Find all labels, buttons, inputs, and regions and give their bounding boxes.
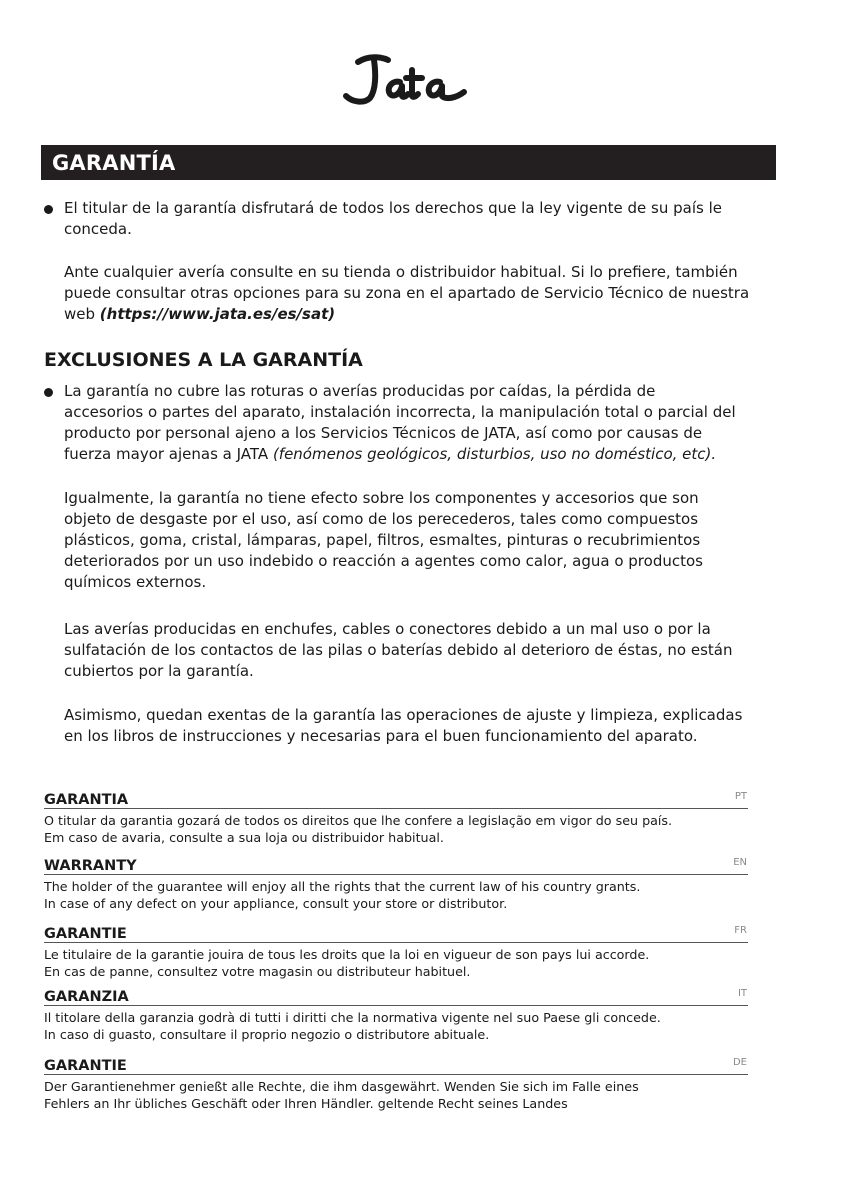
exclusions-heading: EXCLUSIONES A LA GARANTÍA [44, 349, 363, 371]
lang-section-de [44, 1055, 748, 1112]
lang-text-line: Le titulaire de la garantie jouira de tous les droits que la loi en vigueur de son pays lui accorde. [44, 947, 650, 962]
lang-text-line: En cas de panne, consultez votre magasin ou distributeur habituel. [44, 964, 471, 979]
warranty-paragraph-1 [64, 198, 722, 240]
lang-text-line: Il titolare della garanzia godrà di tutti i diritti che la normativa vigente nel suo Paese gli concede. [44, 1010, 661, 1025]
text-line: El titular de la garantía disfrutará de todos los derechos que la ley vigente de su país le [64, 199, 722, 217]
text-line: Ante cualquier avería consulte en su tienda o distribuidor habitual. Si lo prefiere, también [64, 263, 738, 281]
text-line: Asimismo, quedan exentas de la garantía las operaciones de ajuste y limpieza, explicadas [64, 706, 743, 724]
lang-section-it [44, 986, 748, 1043]
text-line: producto por personal ajeno a los Servicios Técnicos de JATA, así como por causas de [64, 424, 703, 442]
bullet-icon [44, 205, 53, 214]
text-line: objeto de desgaste por el uso, así como de los perecederos, tales como compuestos [64, 510, 699, 528]
italic-note: (fenómenos geológicos, disturbios, uso no doméstico, etc). [272, 445, 717, 463]
lang-header [44, 855, 748, 875]
exclusions-paragraph-4 [64, 705, 742, 747]
lang-section-en [44, 855, 748, 912]
lang-header [44, 986, 748, 1006]
lang-text-line: In caso di guasto, consultare il proprio negozio o distributore abituale. [44, 1027, 490, 1042]
lang-text-line: O titular da garantia gozará de todos os direitos que lhe confere a legislação em vigor do seu país. [44, 813, 673, 828]
text-line: accesorios o partes del aparato, instalación incorrecta, la manipulación total o parcial del [64, 403, 736, 421]
lang-header [44, 923, 748, 943]
lang-code: FR [734, 925, 747, 936]
lang-header [44, 789, 748, 809]
bullet-icon [44, 388, 53, 397]
lang-text-line: In case of any defect on your appliance, consult your store or distributor. [44, 896, 508, 911]
exclusions-paragraph-3 [64, 619, 732, 682]
lang-section-fr [44, 923, 748, 980]
lang-code: PT [734, 791, 747, 802]
text-line: plásticos, goma, cristal, lámparas, papel, filtros, esmaltes, pinturas o recubrimientos [64, 531, 701, 549]
lang-code: DE [732, 1057, 747, 1068]
lang-code: IT [737, 988, 747, 999]
lang-text-line: The holder of the guarantee will enjoy all the rights that the current law of his country grants. [44, 879, 641, 894]
lang-title: GARANTIA [44, 792, 129, 808]
lang-title: GARANTIE [44, 1058, 127, 1074]
text-line: conceda. [64, 220, 132, 238]
text-line: sulfatación de los contactos de las pilas o baterías debido al deterioro de éstas, no están [64, 641, 733, 659]
lang-text-line: Der Garantienehmer genießt alle Rechte, die ihm dasgewährt. Wenden Sie sich im Falle eines [44, 1079, 639, 1094]
text-line: químicos externos. [64, 573, 207, 591]
lang-header [44, 1055, 748, 1075]
lang-title: WARRANTY [44, 858, 137, 874]
lang-title: GARANTIE [44, 926, 127, 942]
text-line: Las averías producidas en enchufes, cables o conectores debido a un mal uso o por la [64, 620, 711, 638]
text-line: deteriorados por un uso indebido o reacción a agentes como calor, agua o productos [64, 552, 703, 570]
garantia-banner: GARANTÍA [41, 145, 776, 180]
lang-text-line: Fehlers an Ihr übliches Geschäft oder Ihren Händler. geltende Recht seines Landes [44, 1096, 568, 1111]
text-line: web [64, 305, 100, 323]
sat-link[interactable]: (https://www.jata.es/es/sat) [99, 305, 336, 323]
jata-logo [340, 50, 472, 110]
text-line: La garantía no cubre las roturas o averías producidas por caídas, la pérdida de [64, 382, 656, 400]
text-line: puede consultar otras opciones para su zona en el apartado de Servicio Técnico de nuestra [64, 284, 750, 302]
lang-section-pt [44, 789, 748, 846]
exclusions-paragraph-1 [64, 381, 736, 465]
text-line: cubiertos por la garantía. [64, 662, 254, 680]
text-line: fuerza mayor ajenas a JATA [64, 445, 273, 463]
warranty-paragraph-2 [64, 262, 749, 325]
text-line: Igualmente, la garantía no tiene efecto sobre los componentes y accesorios que son [64, 489, 699, 507]
lang-title: GARANZIA [44, 989, 129, 1005]
exclusions-paragraph-2 [64, 488, 703, 593]
text-line: en los libros de instrucciones y necesarias para el buen funcionamiento del aparato. [64, 727, 698, 745]
lang-text-line: Em caso de avaria, consulte a sua loja ou distribuidor habitual. [44, 830, 444, 845]
lang-code: EN [733, 857, 747, 868]
